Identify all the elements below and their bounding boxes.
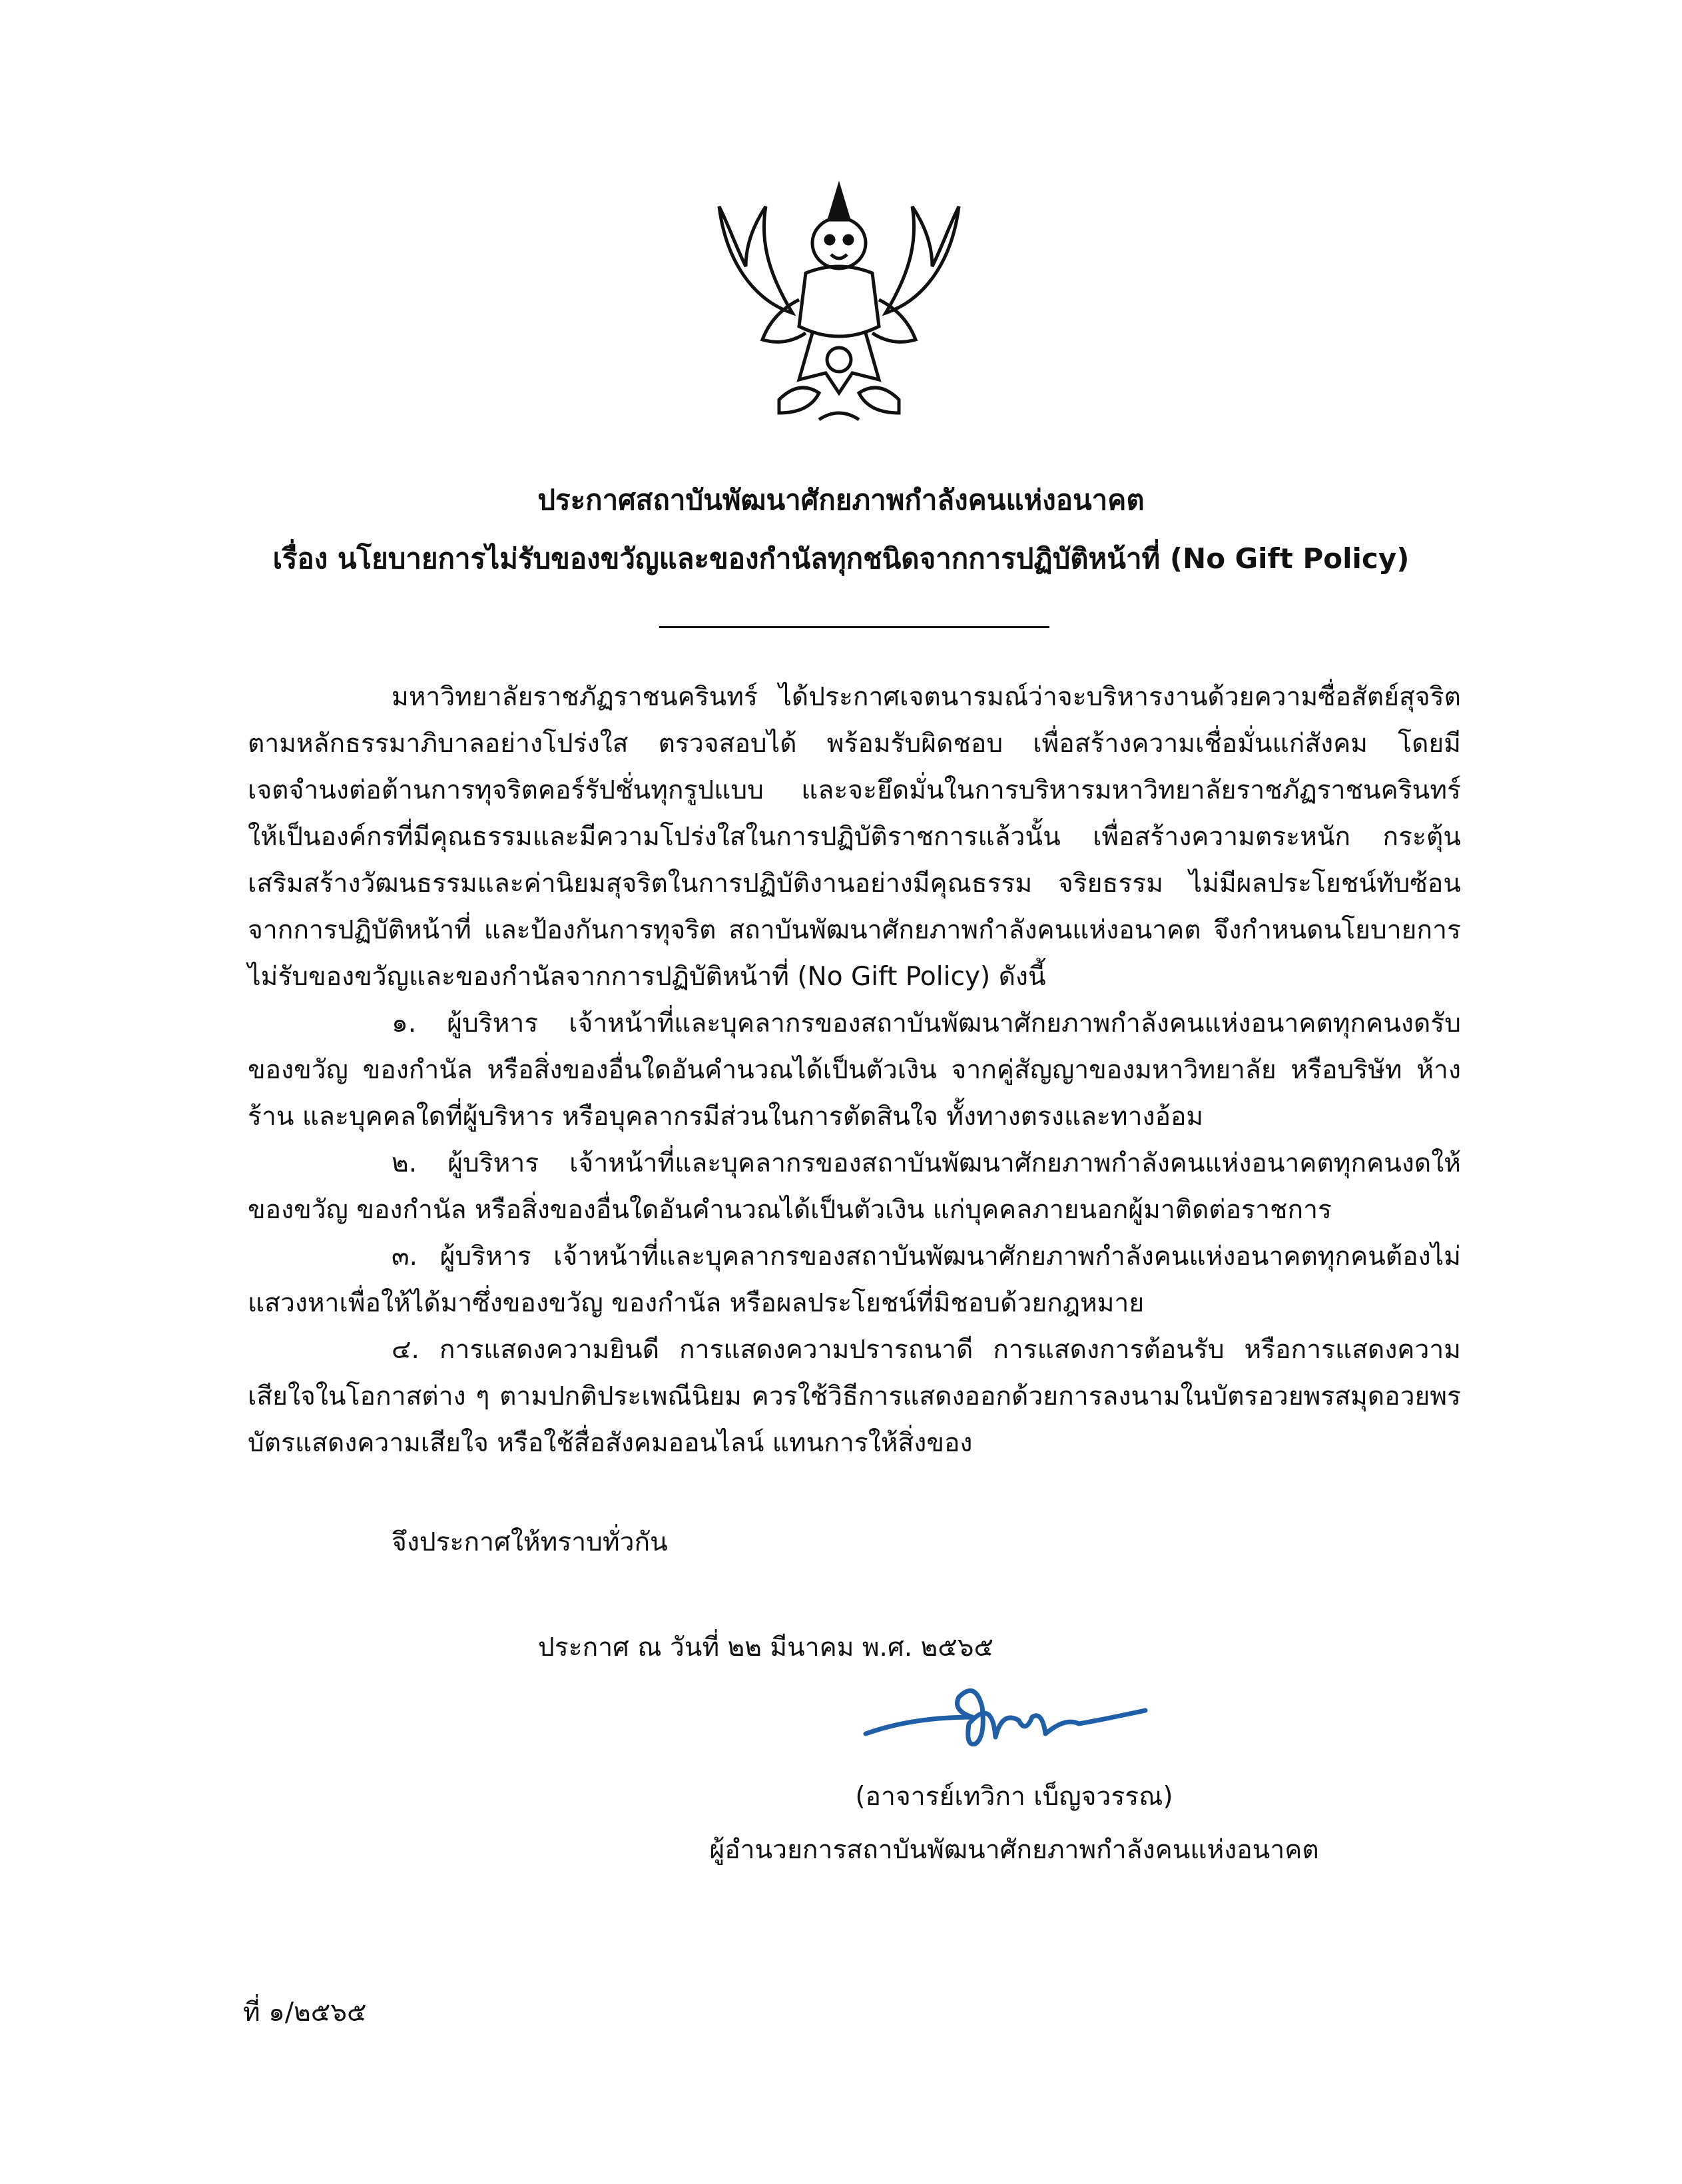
policy-item-1: ๑. ผู้บริหาร เจ้าหน้าที่และบุคลากรของสถาบันพัฒนาศักยภาพกำลังคนแห่งอนาคตทุกคนงดรับของขวัญ ของกำนัล หรือสิ่งของอื่นใดอันคำนวณได้เป็นตัวเงิน จากคู่สัญญาของมหาวิทยาลัย หรือบริษัท ห้างร้าน และบุคคลใดที่ผู้บริหาร หรือบุคลากรมีส่วนในการตัดสินใจ ทั้งทางตรงและทางอ้อม (248, 1008, 1461, 1132)
policy-item-4: ๔. การแสดงความยินดี การแสดงความปรารถนาดี การแสดงการต้อนรับ หรือการแสดงความเสียใจในโอกาสต่าง ๆ ตามปกติประเพณีนิยม ควรใช้วิธีการแสดงออกด้วยการลงนามในบัตรอวยพรสมุดอวยพร บัตรแสดงความเสียใจ หรือใช้สื่อสังคมออนไลน์ แทนการให้สิ่งของ (248, 1335, 1461, 1458)
announcement-subject: เรื่อง นโยบายการไม่รับของขวัญและของกำนัลทุกชนิดจากการปฏิบัติหน้าที่ (No Gift Policy) (272, 542, 1410, 575)
title-divider (659, 626, 1049, 628)
signatory-name: (อาจารย์เทวิกา เบ็ญจวรรณ) (855, 1782, 1173, 1812)
signatory-position: ผู้อำนวยการสถาบันพัฒนาศักยภาพกำลังคนแห่งอนาคต (709, 1835, 1319, 1865)
announcement-closing: จึงประกาศให้ทราบทั่วกัน (392, 1527, 668, 1557)
announcement-title: ประกาศสถาบันพัฒนาศักยภาพกำลังคนแห่งอนาคต (537, 484, 1145, 516)
date-line: ประกาศ ณ วันที่ ๒๒ มีนาคม พ.ศ. ๒๕๖๕ (538, 1633, 993, 1662)
policy-item-2: ๒. ผู้บริหาร เจ้าหน้าที่และบุคลากรของสถาบันพัฒนาศักยภาพกำลังคนแห่งอนาคตทุกคนงดให้ของขวัญ ของกำนัล หรือสิ่งของอื่นใดอันคำนวณได้เป็นตัวเงิน แก่บุคคลภายนอกผู้มาติดต่อราชการ (248, 1148, 1461, 1225)
policy-item-3: ๓. ผู้บริหาร เจ้าหน้าที่และบุคลากรของสถาบันพัฒนาศักยภาพกำลังคนแห่งอนาคตทุกคนต้องไม่แสวงหาเพื่อให้ได้มาซึ่งของขวัญ ของกำนัล หรือผลประโยชน์ที่มิชอบด้วยกฎหมาย (248, 1242, 1461, 1318)
signature-mark (859, 1670, 1152, 1770)
document-number: ที่ ๑/๒๕๖๕ (243, 1998, 367, 2027)
garuda-icon (699, 180, 979, 433)
intro-paragraph: มหาวิทยาลัยราชภัฏราชนครินทร์ ได้ประกาศเจตนารมณ์ว่าจะบริหารงานด้วยความซื่อสัตย์สุจริตตามหลักธรรมาภิบาลอย่างโปร่งใส ตรวจสอบได้ พร้อมรับผิดชอบ เพื่อสร้างความเชื่อมั่นแก่สังคม โดยมีเจตจำนงต่อต้านการทุจริตคอร์รัปชั่นทุกรูปแบบ และจะยึดมั่นในการบริหารมหาวิทยาลัยราชภัฏราชนครินทร์ให้เป็นองค์กรที่มีคุณธรรมและมีความโปร่งใสในการปฏิบัติราชการแล้วนั้น เพื่อสร้างความตระหนัก กระตุ้นเสริมสร้างวัฒนธรรมและค่านิยมสุจริตในการปฏิบัติงานอย่างมีคุณธรรม จริยธรรม ไม่มีผลประโยชน์ทับซ้อนจากการปฏิบัติหน้าที่ และป้องกันการทุจริต สถาบันพัฒนาศักยภาพกำลังคนแห่งอนาคต จึงกำหนดนโยบายการไม่รับของขวัญและของกำนัลจากการปฏิบัติหน้าที่ (No Gift Policy) ดังนี้ (248, 682, 1461, 992)
